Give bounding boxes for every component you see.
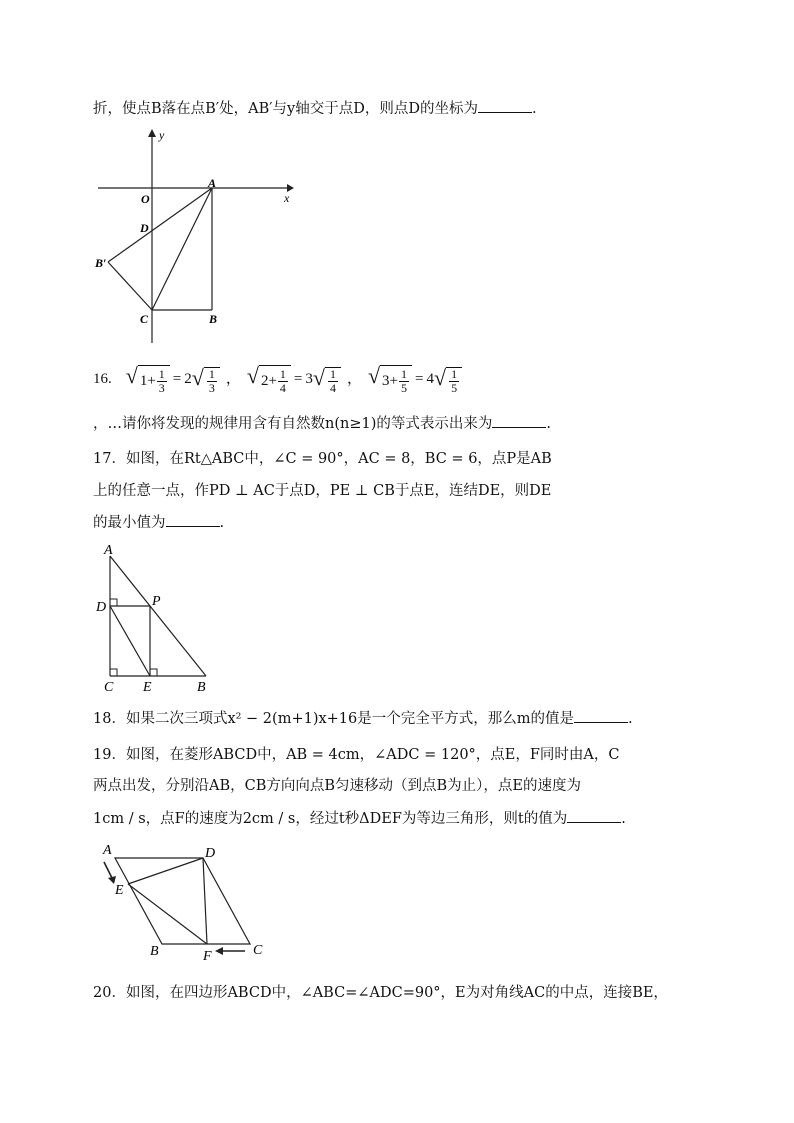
label-D: D <box>205 846 216 861</box>
q20-text: 20．如图，在四边形ABCD中，∠ABC=∠ADC=90°，E为对角线AC的中点，连接BE， <box>93 985 668 1001</box>
q16-number: 16. <box>93 371 112 387</box>
label-E: E <box>115 883 124 898</box>
q19-text-3: 1cm / s，点F的速度为2cm / s，经过t秒ΔDEF为等边三角形，则t的值为 . <box>93 808 626 829</box>
answer-blank <box>478 98 532 113</box>
label-A: A <box>103 843 112 858</box>
q15-sentence: 折，使点B落在点B′处，AB′与y轴交于点D，则点D的坐标为 <box>93 101 478 117</box>
q16-formula: 16. √ 1 + $\frac{1}{3}$ = 2 √ $\frac{1}{3}$ ， √ 2 + $\frac{1}{4}$ = 3 √ $\frac{1}{4}$ ， √ 3 + $\frac{1}{5}$ = 4 √ $\frac{1}{5}$ <box>93 362 462 396</box>
label-A: A <box>208 176 217 190</box>
q19-line-1: 19．如图，在菱形ABCD中，AB = 4cm，∠ADC = 120°，点E，F同时由A，C <box>93 747 620 763</box>
q17-line-2: 上的任意一点，作PD ⊥ AC于点D，PE ⊥ CB于点E，连结DE，则DE <box>93 483 552 499</box>
q17-text-3: 的最小值为 . <box>93 512 224 533</box>
q16-expr-3: √ 3 + $\frac{1}{5}$ <box>368 362 412 396</box>
label-C: C <box>253 943 263 958</box>
label-Bprime: B′ <box>95 256 107 270</box>
q18-text: 18．如果二次三项式x² − 2(m+1)x+16是一个完全平方式，那么m的值是 . <box>93 708 633 729</box>
label-O: O <box>141 192 150 206</box>
answer-blank <box>567 808 621 823</box>
label-D: D <box>140 221 149 235</box>
q19-figure <box>95 838 285 968</box>
answer-blank <box>166 512 220 527</box>
label-A: A <box>104 543 113 558</box>
label-B: B <box>209 312 218 326</box>
label-P: P <box>152 594 161 609</box>
q19-line-2: 两点出发，分别沿AB，CB方向向点B匀速移动（到点B为止），点E的速度为 <box>93 778 582 794</box>
q17-line-1: 17．如图，在Rt△ABC中，∠C = 90°，AC = 8，BC = 6，点P是AB <box>93 451 552 467</box>
answer-blank <box>492 413 546 428</box>
label-C: C <box>140 312 149 326</box>
q17-figure <box>90 538 220 698</box>
q16-sentence: ，…请你将发现的规律用含有自然数n(n≥1)的等式表示出来为 <box>93 416 493 432</box>
label-C: C <box>104 680 114 695</box>
label-B: B <box>197 680 206 695</box>
q15-figure <box>90 125 300 345</box>
label-x: x <box>284 191 290 205</box>
label-D: D <box>96 600 107 615</box>
q16-expr-2: √ 2 + $\frac{1}{4}$ <box>247 362 291 396</box>
q15-text: 折，使点B落在点B′处，AB′与y轴交于点D，则点D的坐标为 . <box>93 98 537 119</box>
label-y: y <box>159 128 165 142</box>
answer-blank <box>574 708 628 723</box>
label-F: F <box>203 949 212 964</box>
q16-expr-1: √ 1 + $\frac{1}{3}$ <box>126 362 170 396</box>
label-B: B <box>150 944 159 959</box>
q16-text: ，…请你将发现的规律用含有自然数n(n≥1)的等式表示出来为 . <box>93 413 551 434</box>
label-E: E <box>143 680 152 695</box>
